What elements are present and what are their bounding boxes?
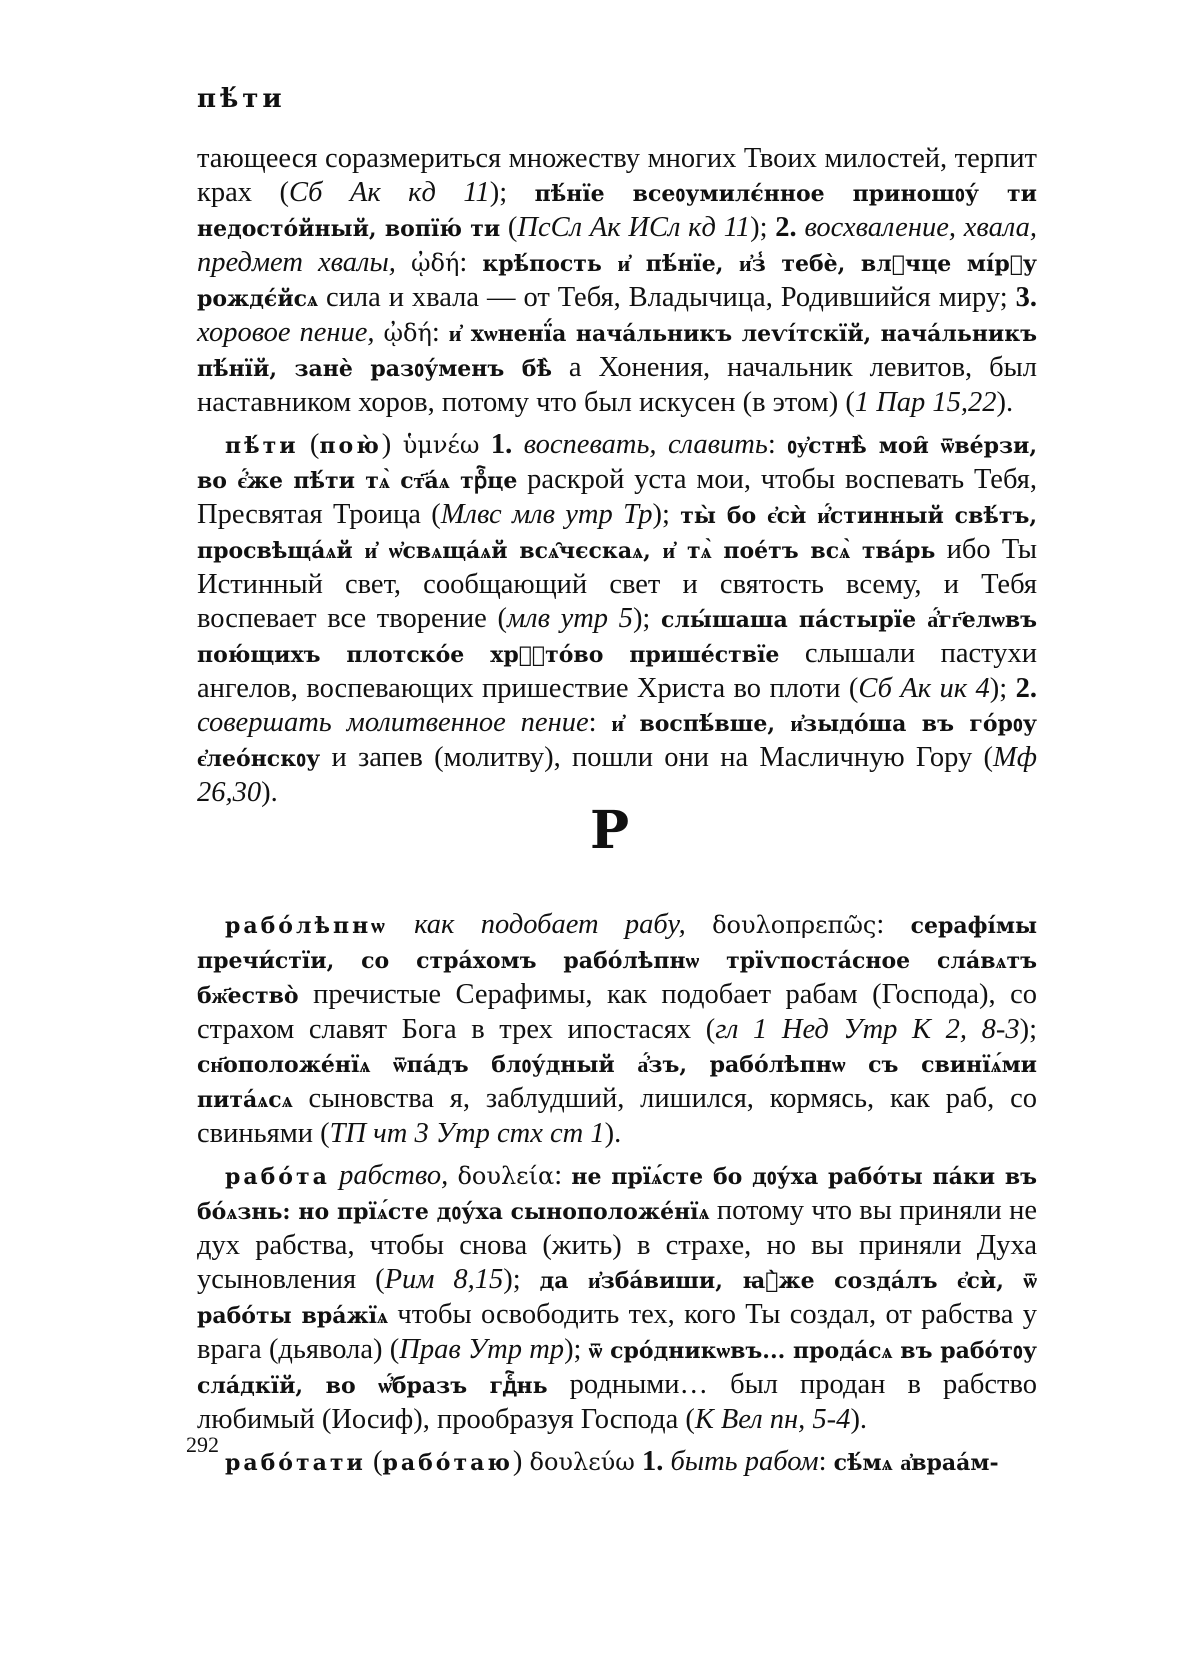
headword: пѣ́ти <box>225 433 299 459</box>
reference-or-gloss: гл 1 Нед Утр К 2, 8-3 <box>715 1014 1020 1045</box>
dictionary-entry <box>197 142 1037 420</box>
translation-text: : <box>588 707 612 738</box>
reference-or-gloss: Сб Ак ик 4 <box>858 673 990 704</box>
church-slavonic-text: сѣ́мѧ а҆враа́м- <box>833 1450 999 1476</box>
translation-text: ). <box>604 1118 622 1149</box>
reference-or-gloss: совершать молитвенное пение <box>197 707 589 738</box>
translation-text: ибо Ты Истинный свет, сообщающий свет и святость всему, и Тебя воспевает все творение ( <box>197 534 1037 634</box>
translation-text: потому что вы приняли не дух рабства, чтобы снова (жить) в страхе, но вы приняли Духа усыновления ( <box>197 1195 1037 1295</box>
headword: рабо́та <box>225 1164 330 1190</box>
translation-text: чтобы освободить тех, кого Ты создал, от рабства у врага (дьявола) ( <box>197 1299 1037 1365</box>
church-slavonic-text: крѣ́пость и҆ пѣ́нїе, и҆з̾ тебѐ, влⷣчце мі́рᲂу рождє́йсѧ <box>197 251 1038 312</box>
greek-equivalent: δουλεία <box>457 1162 555 1190</box>
running-head: пѣ́ти <box>197 84 286 114</box>
headword: рабо́таю <box>382 1450 513 1476</box>
church-slavonic-text: сн҃оположе́нїѧ ѿпа́дъ блᲂу́дный а҆́зъ, рабо́лѣпнѡ съ свинїѧ́ми пита́ѧсѧ <box>197 1052 1037 1113</box>
translation-text: ); <box>989 673 1016 704</box>
sense-number: 3. <box>1015 282 1037 313</box>
church-slavonic-text: и҆ воспѣ́вше, и҆зыдо́ша въ го́рᲂу є҆лео́нскᲂу <box>197 711 1037 772</box>
reference-or-gloss: млв утр 5 <box>506 603 633 634</box>
reference-or-gloss: 1 Пар 15,22 <box>854 387 997 418</box>
church-slavonic-text: ты̀ бо є҆сѝ и҆́стинный свѣ́тъ, просвѣща́ѧй и҆ ѡ҆свѧща́ѧй всѧ̑чєскаѧ, и҆ тѧ̀ пое́тъ всѧ̀ тва́рь <box>197 503 1037 564</box>
translation-text: сила и хвала — от Тебя, Владычица, Родившийся миру; <box>318 282 1016 313</box>
reference-or-gloss: Млвс млв утр Тр <box>440 499 653 530</box>
reference-or-gloss: хоровое пение, <box>197 317 375 348</box>
dictionary-entry <box>197 428 1037 810</box>
translation-text: ); <box>652 499 681 530</box>
translation-text: : <box>459 247 483 278</box>
headword: пою̀ <box>319 433 382 459</box>
translation-text: ) <box>381 429 403 460</box>
translation-text <box>396 247 411 278</box>
translation-text: пречистые Серафимы, как подобает рабам (Господа), со страхом славят Бога в трех ипостасях ( <box>197 979 1037 1045</box>
translation-text: : <box>818 1446 834 1477</box>
greek-equivalent: ᾠδή <box>383 319 432 347</box>
sense-number: 2. <box>1015 673 1037 704</box>
church-slavonic-text: и҆ хѡненї́а нача́льникъ леѵі́тскїй, нача́льникъ пѣ́нїй, занѐ разᲂу́менъ бѣ̀ <box>197 321 1038 382</box>
reference-or-gloss: ТП чт 3 Утр стх ст 1 <box>329 1118 605 1149</box>
translation-text <box>330 1160 339 1191</box>
reference-or-gloss: воспевать, славить <box>523 429 768 460</box>
translation-text: тающееся соразмериться множеству многих Твоих милостей, терпит крах ( <box>197 143 1037 208</box>
translation-text: а Хонения, начальник левитов, был наставником хоров, потому что был искусен (в этом) ( <box>197 352 1037 418</box>
reference-or-gloss: ПсСл Ак ИСл кд 11 <box>517 212 751 243</box>
translation-text: ( <box>365 1446 383 1477</box>
greek-equivalent: δουλοπρεπῶς <box>712 911 877 939</box>
translation-text <box>686 909 712 940</box>
translation-text: : <box>554 1160 572 1191</box>
translation-text: раскрой уста мои, чтобы воспевать Тебя, Пресвятая Троица ( <box>197 464 1037 530</box>
translation-text: сыновства я, заблудший, лишился, кормясь, как раб, со свиньями ( <box>197 1083 1037 1149</box>
translation-text: : <box>876 909 911 940</box>
translation-text: и запев (молитву), пошли они на Масличную Гору ( <box>320 742 994 773</box>
headword: рабо́лѣпнѡ <box>225 913 388 939</box>
reference-or-gloss: как подобает рабу, <box>414 909 686 940</box>
translation-text: ). <box>850 1404 868 1435</box>
translation-text: ( <box>500 212 518 243</box>
translation-text: ) <box>512 1446 530 1477</box>
reference-or-gloss: восхваление, хвала, предмет хвалы, <box>197 212 1037 278</box>
entries-top <box>197 142 1037 818</box>
sense-number: 2. <box>775 212 797 243</box>
translation-text <box>512 429 523 460</box>
sense-number: 1. <box>641 1446 664 1477</box>
dictionary-entry <box>197 1445 1037 1480</box>
translation-text: ); <box>1019 1014 1037 1045</box>
translation-text <box>388 909 414 940</box>
church-slavonic-text: да и҆зба́виши, ꙗ҆̀же созда́лъ є҆сѝ, ѿ рабо́ты вра́жїѧ <box>197 1268 1038 1329</box>
translation-text: ). <box>261 777 278 808</box>
translation-text <box>479 429 490 460</box>
translation-text: ); <box>750 212 776 243</box>
reference-or-gloss: Рим 8,15 <box>384 1264 504 1295</box>
church-slavonic-text: ᲂу҆стнѣ̀ мои̑ ѿве́рзи, во є҆́же пѣ́ти тѧ̀ ст҃а́ѧ трⷪ҇це <box>197 433 1038 494</box>
church-slavonic-text: не прїѧ́сте бо дᲂу́ха рабо́ты па́ки въ бо́ѧзнь: но прїѧ́сте дᲂу́ха сыноположе́нїѧ <box>197 1164 1038 1225</box>
greek-equivalent: ὑμνέω <box>402 431 480 459</box>
entries-bottom <box>197 908 1037 1488</box>
dictionary-entry <box>197 908 1037 1151</box>
reference-or-gloss: рабство, <box>339 1160 449 1191</box>
translation-text: ); <box>503 1264 540 1295</box>
headword: рабо́тати <box>225 1450 366 1476</box>
translation-text: ); <box>564 1334 589 1365</box>
reference-or-gloss: Прав Утр тр <box>399 1334 565 1365</box>
section-letter: Р <box>590 800 630 861</box>
sense-number: 1. <box>490 429 513 460</box>
translation-text: родными… был продан в рабство любимый (Иосиф), прообразуя Господа ( <box>197 1369 1037 1435</box>
reference-or-gloss: Сб Ак кд 11 <box>288 177 490 208</box>
translation-text: : <box>767 429 788 460</box>
dictionary-entry <box>197 1159 1037 1437</box>
reference-or-gloss: К Вел пн, 5-4 <box>694 1404 851 1435</box>
church-slavonic-text: пѣ́нїе всеᲂумилє́нное приношᲂу́ ти недосто́йный, вопїю́ ти <box>197 181 1037 242</box>
greek-equivalent: ᾠδή <box>410 249 460 277</box>
church-slavonic-text: серафі́мы пречи́стїи, со стра́хомъ рабо́лѣпнѡ трїѵпоста́сное сла́вѧтъ бж҃ество̀ <box>197 913 1038 1009</box>
translation-text <box>635 1446 642 1477</box>
greek-equivalent: δουλεύω <box>529 1448 635 1476</box>
translation-text: ); <box>632 603 661 634</box>
page-number: 292 <box>186 1432 219 1457</box>
reference-or-gloss: быть рабом <box>670 1446 819 1477</box>
church-slavonic-text: слы́шаша па́стырїе а҆́гг҃елѡвъ пою́щихъ плотско́е хрⷭ҇то́во прише́ствїе <box>197 607 1037 668</box>
translation-text: ). <box>996 387 1014 418</box>
translation-text: : <box>431 317 449 348</box>
church-slavonic-text: ѿ сро́дникѡвъ... прода́сѧ въ рабо́тᲂу сла́дкїй, во ѡ҆́бразъ гдⷭ҇нь <box>197 1338 1037 1399</box>
translation-text: ); <box>489 177 535 208</box>
reference-or-gloss: Мф 26,30 <box>197 742 1037 808</box>
translation-text: слышали пастухи ангелов, воспевающих пришествие Христа во плоти ( <box>197 638 1037 704</box>
translation-text: ( <box>298 429 320 460</box>
